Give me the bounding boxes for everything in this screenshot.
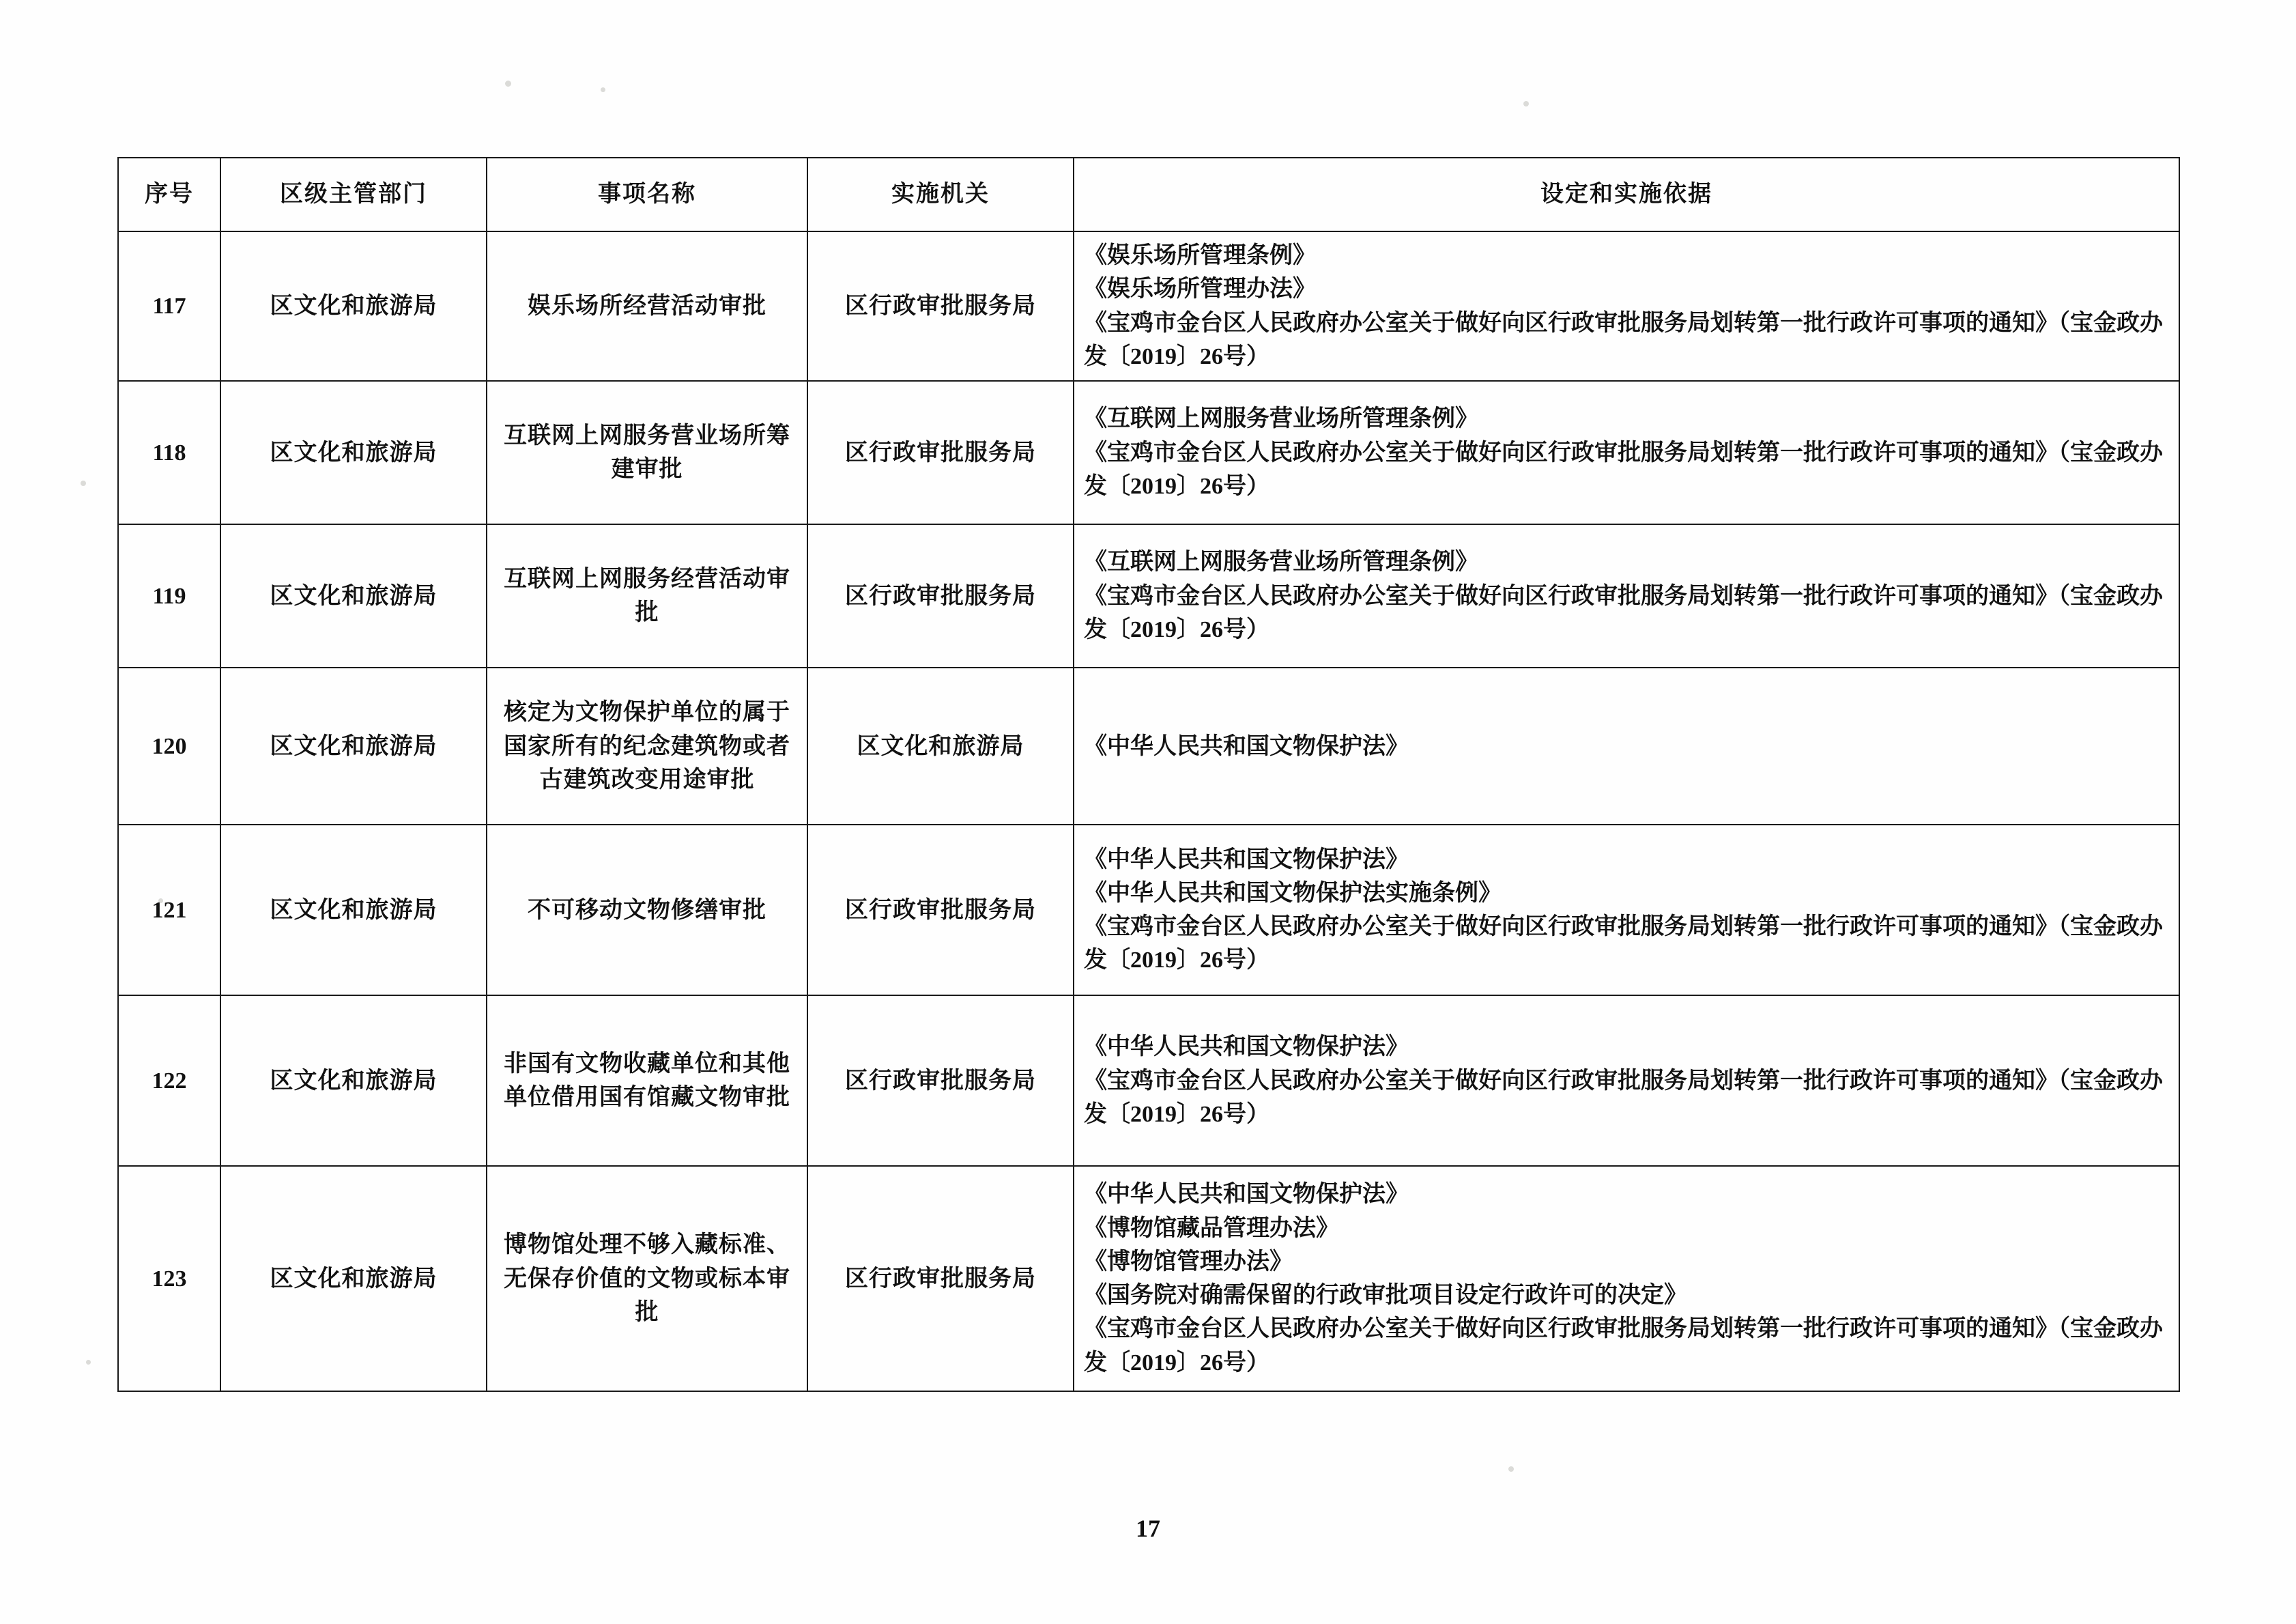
cell-no: 123 <box>118 1166 220 1391</box>
table-row <box>118 1166 2179 1391</box>
basis-line: 《宝鸡市金台区人民政府办公室关于做好向区行政审批服务局划转第一批行政许可事项的通知》（宝金政办发〔2019〕26号） <box>1084 583 2163 642</box>
table-row <box>118 995 2179 1166</box>
table-row <box>118 381 2179 524</box>
cell-implementing-organ: 区行政审批服务局 <box>807 381 1074 524</box>
scan-speck <box>1508 1466 1514 1472</box>
cell-item-name: 博物馆处理不够入藏标准、无保存价值的文物或标本审批 <box>487 1166 807 1391</box>
cell-item-name: 互联网上网服务经营活动审批 <box>487 524 807 668</box>
permit-items-table <box>117 157 2180 1392</box>
cell-basis <box>1074 995 2179 1166</box>
table-body <box>118 231 2179 1391</box>
basis-line: 《博物馆管理办法》 <box>1084 1249 1293 1274</box>
scan-speck <box>1523 101 1529 106</box>
cell-department: 区文化和旅游局 <box>220 668 487 825</box>
column-header-item-name: 事项名称 <box>487 158 807 231</box>
cell-basis <box>1074 825 2179 995</box>
basis-line: 《国务院对确需保留的行政审批项目设定行政许可的决定》 <box>1084 1283 1687 1309</box>
cell-no: 122 <box>118 995 220 1166</box>
cell-implementing-organ: 区行政审批服务局 <box>807 231 1074 381</box>
table-header-row <box>118 158 2179 231</box>
cell-no: 117 <box>118 231 220 381</box>
scan-speck <box>81 481 86 486</box>
basis-line: 《娱乐场所管理条例》 <box>1084 243 1316 268</box>
page-number: 17 <box>1136 1515 1160 1542</box>
cell-implementing-organ: 区行政审批服务局 <box>807 524 1074 668</box>
table-row <box>118 668 2179 825</box>
cell-department: 区文化和旅游局 <box>220 825 487 995</box>
cell-department: 区文化和旅游局 <box>220 381 487 524</box>
cell-item-name: 核定为文物保护单位的属于国家所有的纪念建筑物或者古建筑改变用途审批 <box>487 668 807 825</box>
table-row <box>118 231 2179 381</box>
column-header-basis: 设定和实施依据 <box>1074 158 2179 231</box>
basis-line: 《互联网上网服务营业场所管理条例》 <box>1084 550 1478 575</box>
cell-department: 区文化和旅游局 <box>220 524 487 668</box>
basis-line: 《互联网上网服务营业场所管理条例》 <box>1084 406 1478 432</box>
table-row <box>118 825 2179 995</box>
cell-no: 121 <box>118 825 220 995</box>
basis-line: 《宝鸡市金台区人民政府办公室关于做好向区行政审批服务局划转第一批行政许可事项的通知》（宝金政办发〔2019〕26号） <box>1084 1316 2163 1376</box>
basis-line: 《宝鸡市金台区人民政府办公室关于做好向区行政审批服务局划转第一批行政许可事项的通知》（宝金政办发〔2019〕26号） <box>1084 310 2163 369</box>
cell-department: 区文化和旅游局 <box>220 995 487 1166</box>
basis-line: 《娱乐场所管理办法》 <box>1084 276 1316 302</box>
table-header <box>118 158 2179 231</box>
cell-implementing-organ: 区行政审批服务局 <box>807 995 1074 1166</box>
basis-line: 《中华人民共和国文物保护法》 <box>1084 1034 1409 1060</box>
cell-no: 120 <box>118 668 220 825</box>
column-header-implementing-organ: 实施机关 <box>807 158 1074 231</box>
cell-basis <box>1074 1166 2179 1391</box>
table-row <box>118 524 2179 668</box>
cell-item-name: 不可移动文物修缮审批 <box>487 825 807 995</box>
column-header-department: 区级主管部门 <box>220 158 487 231</box>
basis-line: 《中华人民共和国文物保护法》 <box>1084 846 1409 872</box>
cell-department: 区文化和旅游局 <box>220 231 487 381</box>
cell-item-name: 非国有文物收藏单位和其他单位借用国有馆藏文物审批 <box>487 995 807 1166</box>
column-header-no: 序号 <box>118 158 220 231</box>
permit-items-table-container <box>117 157 2179 1392</box>
cell-implementing-organ: 区行政审批服务局 <box>807 1166 1074 1391</box>
cell-item-name: 娱乐场所经营活动审批 <box>487 231 807 381</box>
basis-line: 《宝鸡市金台区人民政府办公室关于做好向区行政审批服务局划转第一批行政许可事项的通知》（宝金政办发〔2019〕26号） <box>1084 440 2163 499</box>
cell-basis <box>1074 524 2179 668</box>
basis-line: 《中华人民共和国文物保护法实施条例》 <box>1084 880 1502 906</box>
cell-department: 区文化和旅游局 <box>220 1166 487 1391</box>
scan-speck <box>86 1360 91 1365</box>
cell-basis <box>1074 668 2179 825</box>
cell-implementing-organ: 区文化和旅游局 <box>807 668 1074 825</box>
basis-line: 《中华人民共和国文物保护法》 <box>1084 1182 1409 1208</box>
cell-basis <box>1074 381 2179 524</box>
scan-speck <box>601 87 605 92</box>
cell-no: 119 <box>118 524 220 668</box>
cell-implementing-organ: 区行政审批服务局 <box>807 825 1074 995</box>
basis-line: 《宝鸡市金台区人民政府办公室关于做好向区行政审批服务局划转第一批行政许可事项的通知》（宝金政办发〔2019〕26号） <box>1084 914 2163 973</box>
cell-basis <box>1074 231 2179 381</box>
basis-line: 《博物馆藏品管理办法》 <box>1084 1215 1339 1241</box>
basis-line: 《中华人民共和国文物保护法》 <box>1084 733 1409 759</box>
cell-no: 118 <box>118 381 220 524</box>
scan-speck <box>505 81 511 87</box>
cell-item-name: 互联网上网服务营业场所筹建审批 <box>487 381 807 524</box>
basis-line: 《宝鸡市金台区人民政府办公室关于做好向区行政审批服务局划转第一批行政许可事项的通知》（宝金政办发〔2019〕26号） <box>1084 1068 2163 1127</box>
